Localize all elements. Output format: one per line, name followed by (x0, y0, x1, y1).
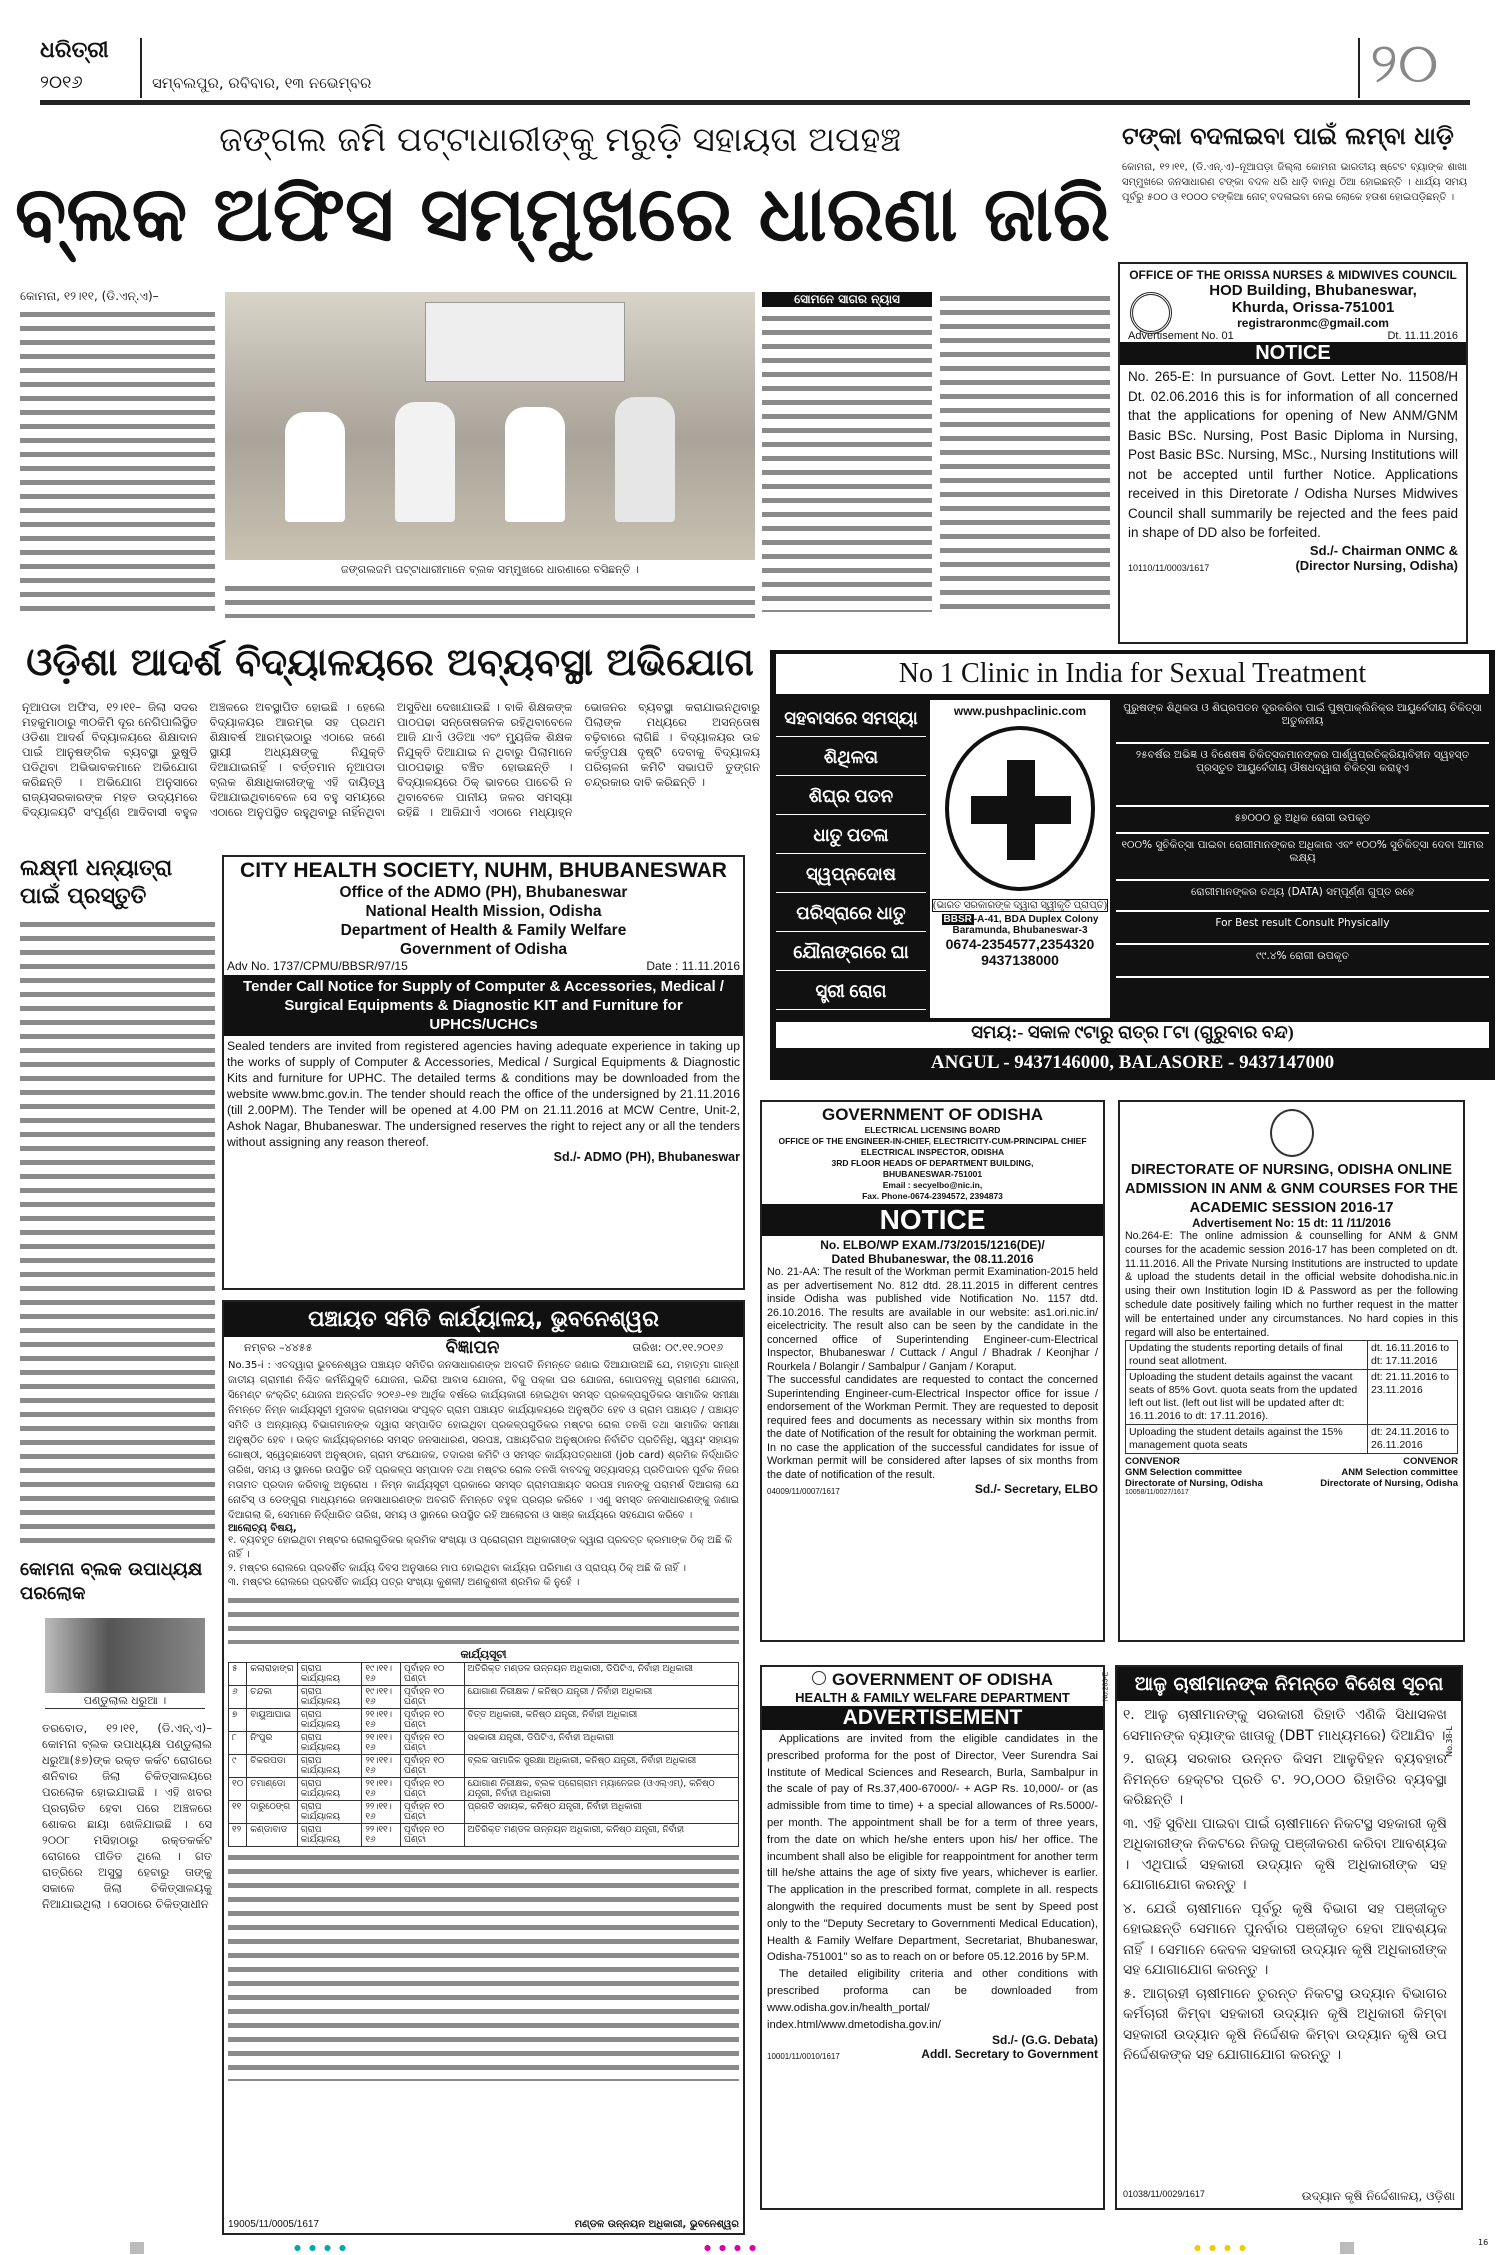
panchayat-schedule-heading: କାର୍ଯ୍ୟସୂଚୀ (460, 1648, 507, 1661)
potato-items (1117, 1701, 1461, 2066)
city-health-banner: Tender Call Notice for Supply of Computer & Accessories, Medical / Surgical Equipments & Diagnostic KIT and Furniture for UPHCS/UCHCs (224, 975, 743, 1036)
table-cell: ପୂର୍ବାହ୍ନ ୧୦ ଘଣ୍ଟା (401, 1709, 465, 1732)
obituary-photo (45, 1618, 205, 1693)
table-cell: ଗ୍ରାପ କାର୍ଯ୍ୟାଳୟ (297, 1824, 362, 1847)
table-cell: ଗ୍ରାପ କାର୍ଯ୍ୟାଳୟ (297, 1755, 362, 1778)
city-health-office-line: Department of Health & Family Welfare (340, 922, 627, 939)
city-health-body: Sealed tenders are invited from registered agencies having adequate experience in taking up the works of supply of Computer & Accessories, Medical / Surgical Equipments & Diagnostic Kits and furniture for UPHC. The detailed terms & conditions may be downloaded from the website www.bmc.gov.in. The tender should reach the office of the undersigned by 21.11.2016 (till 2.00PM). The Tender will be opened at 4.00 PM on 21.11.2016 at MCW Centre, Unit-2, Ashok Nagar, Bhubaneswar. The undersigned reserves the right to reject any or all the tenders without assigning any reason thereof. (227, 1039, 740, 1149)
city-health-sign: Sd./- ADMO (PH), Bhubaneswar (553, 1150, 740, 1164)
middle-story (762, 292, 1110, 618)
city-health-office-line: National Health Mission, Odisha (365, 903, 602, 920)
table-cell: ନିଂପୁର (247, 1732, 297, 1755)
potato-item: ୩. ଏହି ସୁବିଧା ପାଇବା ପାଇଁ ଚାଷୀମାନେ ନିକଟସ୍ଥ ସହକାରୀ କୃଷି ଅଧିକାରୀଙ୍କ ନିକଟରେ ନିଜକୁ ପଞ୍ଜୀକରଣ କରିବା ଆବଶ୍ୟକ । ଏଥିପାଇଁ ସହକାରୀ ଉଦ୍ୟାନ କୃଷି ଅଧିକାରୀଙ୍କ ସହ ଯୋଗାଯୋଗ କରନ୍ତୁ । (1123, 1815, 1447, 1893)
table-cell: Updating the students reporting details of final round seat allotment. (1126, 1341, 1368, 1370)
clinic-left-list (776, 700, 926, 1012)
ad-code: 10001/11/0010/1617 (767, 2052, 840, 2062)
potato-item: ୧. ଆଳୁ ଚାଷୀମାନଙ୍କୁ ସରକାରୀ ରିହାତି ଏଣିକି ସିଧାସଳଖ ସେମାନଙ୍କ ବ୍ୟାଙ୍କ ଖାତାକୁ (DBT ମାଧ୍ୟମରେ) ଦିଆଯିବ । (1123, 1707, 1447, 1744)
table-cell: ଯୋଗାଣ ନିରୀକ୍ଷକ / କନିଷ୍ଠ ଯନ୍ତ୍ରୀ / ନିର୍ବାହୀ ଅଧିକାରୀ (464, 1686, 738, 1709)
hfw-title: GOVERNMENT OF ODISHA (831, 1670, 1053, 1689)
table-cell: ୭ (229, 1709, 247, 1732)
panchayat-subtitle: ବିଜ୍ଞାପନ (445, 1337, 500, 1358)
table-cell: ଗ୍ରାପ କାର୍ଯ୍ୟାଳୟ (297, 1732, 362, 1755)
logo-year: ୨୦୧୬ (40, 72, 83, 93)
elbo-office-line: Fax. Phone-0674-2394572, 2394873 (862, 1191, 1003, 1201)
table-row (229, 1778, 739, 1801)
clinic-phone: 9437138000 (981, 952, 1059, 968)
panchayat-topic: ୨. ମଷ୍ଟର ରୋଲରେ ପ୍ରଦର୍ଶିତ କାର୍ଯ୍ୟ ଦିବସ ଅନୁସାରେ ମାପ ହୋଇଥିବା କାର୍ଯ୍ୟର ପରିମାଣ ଓ ପ୍ରାପ୍ୟ ଠିକ୍ ଅଛି କି ନାହିଁ । (228, 1563, 687, 1574)
table-cell: ୯ (229, 1755, 247, 1778)
clinic-feature: For Best result Consult Physically (1116, 915, 1489, 945)
middle-story-subhead: ସୋମନେ ସାଗର ନ୍ୟାସ (762, 292, 932, 307)
clinic-bbsr-label: BBSR (943, 914, 972, 925)
table-cell: ଯୋଗାଣ ନିରୀକ୍ଷକ, ବ୍ଲକ ପ୍ରୋଗ୍ରାମ ମ୍ୟାନେଜର (ଓଏଲ୍‌ଏମ୍), କନିଷ୍ଠ ଯନ୍ତ୍ରୀ, ନିର୍ବାହୀ ଅଧିକାରୀ (464, 1778, 738, 1801)
anm-convenor (1320, 1456, 1458, 1489)
table-row (1126, 1341, 1458, 1370)
onmc-address: HOD Building, Bhubaneswar, (1209, 282, 1417, 299)
table-cell: ୨୨।୧୧।୧୬ (362, 1801, 401, 1824)
clinic-website[interactable]: www.pushpaclinic.com (953, 704, 1087, 718)
table-cell: ୨୧।୧୧।୧୬ (362, 1732, 401, 1755)
table-cell: ଗ୍ରାପ କାର୍ଯ୍ୟାଳୟ (297, 1686, 362, 1709)
potato-farmers-notice (1115, 1665, 1463, 2210)
table-cell: ପୂର୍ବାହ୍ନ ୧୦ ଘଣ୍ଟା (401, 1801, 465, 1824)
adarsha-headline: ଓଡ଼ିଶା ଆଦର୍ଶ ବିଦ୍ୟାଳୟରେ ଅବ୍ୟବସ୍ଥା ଅଭିଯୋଗ (26, 640, 754, 684)
clinic-feature: ୧୦୦% ସୁଚିକିତ୍ସା ପାଇବା ରୋଗୀମାନଙ୍କର ଅଧିକାର ଏବଂ ୧୦୦% ସୁଚିକିତ୍ସା ଦେବା ଆମର ଲକ୍ଷ୍ୟ (1116, 837, 1489, 881)
clinic-feature: ରୋଗୀମାନଙ୍କର ତଥ୍ୟ (DATA) ସମ୍ପୂର୍ଣ୍ଣ ଗୁପ୍ତ ରହେ (1116, 884, 1489, 912)
ad-code: 04009/11/0007/1617 (767, 1487, 840, 1496)
ad-code: 10058/11/0027/1617 (1125, 1489, 1189, 1497)
table-cell: ଗ୍ରାପ କାର୍ଯ୍ୟାଳୟ (297, 1663, 362, 1686)
elbo-body: The successful candidates are requested to contact the concerned Superintending Engineer-cum-Electrical Inspector office for issue / endorsement of the Workman Permit. They are requested to deposit required fees and documents as necessary within six months from the date of Notification of the result for obtaining the workman permit. (767, 1374, 1098, 1440)
table-cell: ୮ (229, 1732, 247, 1755)
hfw-advertisement (760, 1665, 1110, 2210)
table-cell: ୧୨ (229, 1824, 247, 1847)
onmc-notice (1118, 262, 1468, 644)
masthead (40, 31, 1470, 100)
masthead-rule (40, 100, 1470, 105)
table-cell: ଗ୍ରାପ କାର୍ଯ୍ୟାଳୟ (297, 1709, 362, 1732)
print-registration-marks (0, 2238, 1500, 2255)
convenor-line: CONVENOR (1403, 1456, 1458, 1468)
table-row (229, 1663, 739, 1686)
city-health-adv-no: Adv No. 1737/CPMU/BBSR/97/15 (227, 959, 408, 973)
hfw-banner: ADVERTISEMENT (762, 1706, 1103, 1730)
clinic-symptom: ପରିସ୍ରାରେ ଧାତୁ (776, 895, 926, 932)
convenor-line: CONVENOR (1125, 1456, 1180, 1468)
elbo-banner: NOTICE (762, 1204, 1103, 1236)
clinic-symptom: ସ୍ୱପ୍ନଦୋଷ (776, 856, 926, 893)
lead-body-col2 (225, 582, 755, 618)
onmc-banner: NOTICE (1120, 342, 1466, 365)
panchayat-topic: ୩. ମଷ୍ଟର ରୋଲରେ ପ୍ରଦର୍ଶିତ କାର୍ଯ୍ୟ ପତ୍ର ସଂଖ୍ୟା କୁଶଳୀ/ ଅଣକୁଶଳୀ ଶ୍ରମିକ କି ନୁହେଁ । (228, 1577, 580, 1588)
nursing-body: No.264-E: The online admission & counselling for ANM & GNM courses for the academic session 2016-17 has been completed on dt. 11.11.2016. All the Private Nursing Institutions are instructed to update & upload the students detail in the official website dohodisha.nic.in using their own Institution login ID & Password as per the following schedule date positively failing which no further request in the matter will be entertained under any circumstances. No hard copies in this regard will also be entertained. (1125, 1230, 1458, 1339)
table-cell: ଅତିରିକ୍ତ ମଣ୍ଡଳ ଉନ୍ନୟନ ଅଧିକାରୀ, ଡିପିଟିଏ, ନିର୍ବାହୀ ଅଧିକାରୀ (464, 1663, 738, 1686)
lakshmi-headline: ଲକ୍ଷ୍ମୀ ଧନ୍ୟାତ୍ରା ପାଇଁ ପ୍ରସ୍ତୁତି (20, 856, 173, 909)
gnm-convenor (1125, 1456, 1263, 1489)
lead-photo (225, 292, 755, 560)
adarsha-body: ନୂଆପଡା ଅଫିସ, ୧୨।୧୧– ଜିଲା ସଦର ମହକୁମାଠାରୁ ୩୦କିମି ଦୂର ନେଗିପାଲିସ୍ଥିତ ଓଡିଶା ଆଦର୍ଶ ବିଦ୍ୟାଳୟରେ ଶିକ୍ଷାଦାନ ପାଇଁ ଆନୁଷଙ୍ଗିକ ବ୍ୟବସ୍ଥା ଭୁଷୁଡି ପଡିଥିବା ଅଭିଭାବକମାନେ ଅଭିଯୋଗ କରିଛନ୍ତି । ଅଭିଯୋଗ ଅନୁସାରେ ରାଜ୍ୟସରକାରଙ୍କ ମହତ ଉଦ୍ୟମରେ ବିଦ୍ୟାଳୟଟି ସଂପୂର୍ଣ୍ଣ ଆଦିବାସୀ ବହୁଳ ଅଞ୍ଚଳରେ ଅବସ୍ଥାପିତ ହୋଇଛି । ହେଲେ ବିଦ୍ୟାଳୟର ଆରମ୍ଭ ସହ ପ୍ରଥମ ଶିକ୍ଷାବର୍ଷ ଆରମ୍ଭଠାରୁ ଏଠାରେ ଜଣେ ସ୍ଥାୟୀ ଅଧ୍ୟକ୍ଷଙ୍କୁ ନିଯୁକ୍ତି ଦିଆଯାଇନାହିଁ । ବର୍ତ୍ତମାନ ନୂଆପଡା ବ୍ଲକ ଶିକ୍ଷାଧିକାରୀଙ୍କୁ ଏହି ଦାୟିତ୍ୱ ଦିଆଯାଇଥିବାବେଳେ ସେ ବହୁ ସମୟରେ ଏଠାରେ ଅନୁପସ୍ଥିତ ରହୁଥିବାରୁ ନାହିଁନଥିବା ଅସୁବିଧା ଦେଖାଯାଉଛି । ବାକି ଶିକ୍ଷକଙ୍କ ପାଠପଢା ସନ୍ତୋଷଜନକ ରହିଥିବାବେଳେ ଆଜି ଯାଏଁ ଓଡିଆ ଏବଂ ମ୍ୟୁଜିକ ଶିକ୍ଷକ ନିଯୁକ୍ତି ଦିଆଯାଇ ନ ଥିବାରୁ ପିଲାମାନେ ପାଠପଢାରୁ ବଞ୍ଚିତ ହୋଇଛନ୍ତି । ବିଦ୍ୟାଳୟରେ ଠିକ୍ ଭାବରେ ପାଚେରି ନ ଥିବାବେଳେ ପାନୀୟ ଜଳର ସମସ୍ୟା ରହିଛି । ଆଜିଯାଏଁ ଏଠାରେ ମଧ୍ୟାହ୍ନ ଭୋଜନର ବ୍ୟବସ୍ଥା କରାଯାଇନଥିବାରୁ ପିଲାଙ୍କ ମଧ୍ୟରେ ଅସନ୍ତୋଷ ବଢ଼ିବାରେ ଲାଗିଛି । ବିଦ୍ୟାଳୟର ଉଚ୍ଚ କର୍ତ୍ତୃପକ୍ଷ ଦୃଷ୍ଟି ଦେବାକୁ ବିଦ୍ୟାଳୟ ପରିଚାଳନା କମିଟି ସଭାପତି ତୁଙ୍ଗନ ଚନ୍ଦ୍ରକାର ଦାବି କରିଛନ୍ତି । (22, 700, 760, 819)
side-story-headline: ଟଙ୍କା ବଦଳାଇବା ପାଇଁ ଲମ୍ବା ଧାଡ଼ି (1122, 122, 1454, 150)
elbo-ref: Dated Bhubaneswar, the 08.11.2016 (831, 1252, 1034, 1266)
panchayat-sign: ମଣ୍ଡଳ ଉନ୍ନୟନ ଅଧିକାରୀ, ଭୁବନେଶ୍ୱର (574, 2219, 739, 2230)
table-cell: ଗ୍ରାପ କାର୍ଯ୍ୟାଳୟ (297, 1801, 362, 1824)
city-health-office-lines (227, 883, 740, 959)
lead-headline-frame (15, 168, 1110, 264)
side-story-body: କୋମନା, ୧୨।୧୧, (ଡି.ଏନ୍.ଏ)–ନୂଆପଡ଼ା ଜିଲ୍ଲା କୋମନା ଭାରତୀୟ ଷ୍ଟେଟ ବ୍ୟାଙ୍କ ଶାଖା ସମ୍ମୁଖରେ ଜନସାଧାରଣ ଟଙ୍କା ବଦଳ ଧରି ଧାଡ଼ି ବାନ୍ଧି ଠିଆ ହୋଇଛନ୍ତି । ଧାର୍ଯ୍ୟ ସମୟ ପୂର୍ବରୁ ୫୦୦ ଓ ୧୦୦୦ ଟଙ୍କିଆ ନୋଟ୍ ବଦଳାଇବା ନେଇ ଲୋକେ ହତାଶ ହୋଇପଡ଼ିଛନ୍ତି । (1122, 162, 1467, 203)
table-cell: dt. 16.11.2016 to dt: 17.11.2016 (1368, 1341, 1458, 1370)
odisha-emblem-icon (1270, 1109, 1314, 1157)
panchayat-schedule-table (228, 1662, 739, 1847)
ad-code: 10110/11/0003/1617 (1128, 562, 1210, 573)
elbo-office-line: Email : secyelbo@nic.in, (882, 1180, 983, 1190)
table-cell: ଦାରୁଠେଙ୍ଗ (247, 1801, 297, 1824)
elbo-body: In no case the application of the successful candidates for issue of Workman permit will be considered after lapses of six months from the date of notification of the result. (767, 1441, 1098, 1481)
onmc-body: No. 265-E: In pursuance of Govt. Letter No. 11508/H Dt. 02.06.2016 this is for information of all concerned that the applications for opening of New ANM/GNM Basic BSc. Nursing, Post Basic Diploma in Nursing, Post Basic BSc. Nursing, MSc., Nursing Institutions will not be accepted until further Notice. Applications received in this Diretorate / Odisha Nurses Midwives Council shall summarily be rejected and the fees paid in shape of DD also be forfeited. (1128, 369, 1458, 540)
table-row (229, 1686, 739, 1709)
folio-number: 16 (1478, 2238, 1489, 2247)
elbo-body: No. 21-AA: The result of the Workman permit Examination-2015 held as per advertisement No. 812 dtd. 28.11.2015 in different centres inside Odisha was published vide Notification No. 1157 dtd. 26.10.2016. The results are available in our website: as1.ori.nic.in/ eicelectricity. The result also can be seen by the candidate in the concerned office of Superintending Engineer-cum-Electrical Inspector, Bhubaneswar / Cuttack / Angul / Bhadrak / Keonjhar / Rourkela / Bolangir / Sambalpur / Ganjam / Koraput. (767, 1266, 1098, 1373)
lakshmi-body (20, 918, 215, 1550)
table-cell: ଚିକରପଡା (247, 1755, 297, 1778)
lead-kicker: ଜଙ୍ଗଲ ଜମି ପଟ୍ଟାଧାରୀଙ୍କୁ ମରୁଡ଼ି ସହାୟତା ଅପହଞ୍ଚ (219, 120, 901, 160)
onmc-sign: (Director Nursing, Odisha) (1295, 557, 1458, 573)
potato-title: ଆଳୁ ଚାଷୀମାନଙ୍କ ନିମନ୍ତେ ବିଶେଷ ସୂଚନା (1117, 1667, 1461, 1701)
clinic-symptom: ଶିଘ୍ର ପତନ (776, 778, 926, 815)
clinic-center (930, 700, 1110, 1018)
panchayat-topic: ୧. ବ୍ୟବହୃତ ହୋଇଥିବା ମଷ୍ଟର ରୋଲଗୁଡିକର କ୍ରମିକ ସଂଖ୍ୟା ଓ ପ୍ରୋଗ୍ରାମ ଅଧିକାରୀଙ୍କ ଦ୍ୱାରା ପ୍ରଦତ୍ତ କ୍ରମାଙ୍କ ଠିକ୍ ଅଛି କି ନାହିଁ । (228, 1535, 733, 1560)
elbo-office-line: ELECTRICAL LICENSING BOARD (864, 1125, 1001, 1135)
newspaper-logo: ଧରିତ୍ରୀ (40, 38, 109, 63)
table-cell: ୧୯।୧୧।୧୬ (362, 1663, 401, 1686)
table-cell: ତମାଣ୍ଡୋ (247, 1778, 297, 1801)
ad-code: 01038/11/0029/1617 (1123, 2189, 1205, 2199)
table-cell: ୨୧।୧୧।୧୬ (362, 1755, 401, 1778)
clinic-recognition: (ଭାରତ ସରକାରଙ୍କ ଦ୍ୱାରା ସ୍ୱୀକୃତି ପ୍ରାପ୍ତ) (933, 900, 1108, 911)
table-cell: ୨୧।୧୧।୧୬ (362, 1709, 401, 1732)
clinic-phone: 0674-2354577,2354320 (945, 936, 1095, 952)
hfw-dept: HEALTH & FAMILY WELFARE DEPARTMENT (795, 1690, 1070, 1705)
table-cell: dt: 24.11.2016 to 26.11.2016 (1368, 1425, 1458, 1454)
table-cell: ବ୍ଲକ ସାମାଜିକ ସୁରକ୍ଷା ଅଧିକାରୀ, କନିଷ୍ଠ ଯନ୍ତ୍ରୀ, ନିର୍ବାହୀ ଅଧିକାରୀ (464, 1755, 738, 1778)
clinic-symptom: ସ୍ତ୍ରୀ ରୋଗ (776, 973, 926, 1010)
clinic-feature: ୯୯.୪% ରୋଗୀ ଉପକୃତ (1116, 948, 1489, 978)
elbo-office-lines (767, 1125, 1098, 1202)
table-cell: ପ୍ରଗତି ସହାୟକ, କନିଷ୍ଠ ଯନ୍ତ୍ରୀ, ନିର୍ବାହୀ ଅଧିକାରୀ (464, 1801, 738, 1824)
table-cell: ଗ୍ରାପ କାର୍ଯ୍ୟାଳୟ (297, 1778, 362, 1801)
table-cell: ୧୧ (229, 1801, 247, 1824)
obituary-headline: କୋମନା ବ୍ଲକ ଉପାଧ୍ୟକ୍ଷ ପରଲୋକ (20, 1559, 203, 1604)
hfw-body: The detailed eligibility criteria and other conditions with prescribed proforma can be downloaded from www.odisha.gov.in/health_portal/ index.html/www.dmetodisha.gov.in/ (767, 1968, 1098, 2031)
table-row (229, 1801, 739, 1824)
table-cell: Uploading the student details against the 15% management quota seats (1126, 1425, 1368, 1454)
lead-photo-caption: ଜଙ୍ଗଲଜମି ପଟ୍ଟାଧାରୀମାନେ ବ୍ଲକ ସମ୍ମୁଖରେ ଧାରଣାରେ ବସିଛନ୍ତି । (341, 563, 639, 576)
table-cell: ପୂର୍ବାହ୍ନ ୧୦ ଘଣ୍ଟା (401, 1824, 465, 1847)
elbo-sign: Sd./- Secretary, ELBO (974, 1482, 1098, 1496)
table-cell: ଚନ୍ଦକା (247, 1686, 297, 1709)
hfw-sign: Addl. Secretary to Government (921, 2047, 1098, 2062)
nursing-title: DIRECTORATE OF NURSING, ODISHA ONLINE ADMISSION IN ANM & GNM COURSES FOR THE ACADEMIC SESSION 2016-17 (1125, 1162, 1458, 1216)
nursing-schedule-table (1125, 1340, 1458, 1454)
hfw-sign: Sd./- (G.G. Debata) (991, 2033, 1098, 2048)
lead-headline: ବ୍ଲକ ଅଫିସ ସମ୍ମୁଖରେ ଧାରଣା ଜାରି (15, 169, 1110, 258)
clinic-address: Baramunda, Bhubaneswar-3 (952, 925, 1088, 936)
table-cell: ପୂର୍ବାହ୍ନ ୧୦ ଘଣ୍ଟା (401, 1778, 465, 1801)
table-row (229, 1732, 739, 1755)
onmc-sign: Sd./- Chairman ONMC & (1309, 542, 1458, 558)
city-health-office-line: Office of the ADMO (PH), Bhubaneswar (339, 884, 628, 901)
lead-dateline: କୋମନା, ୧୨।୧୧, (ଡି.ଏନ୍.ଏ)– (20, 289, 159, 303)
table-cell: ଅତିରିକ୍ତ ମଣ୍ଡଳ ଉନ୍ନୟନ ଅଧିକାରୀ, କନିଷ୍ଠ ଯନ୍ତ୍ରୀ, ନିର୍ବାହୀ (464, 1824, 738, 1847)
panchayat-title: ପଞ୍ଚାୟତ ସମିତି କାର୍ଯ୍ୟାଳୟ, ଭୁବନେଶ୍ୱର (224, 1302, 743, 1337)
potato-sign: ଉଦ୍ୟାନ କୃଷି ନିର୍ଦ୍ଦେଶାଳୟ, ଓଡ଼ିଶା (1301, 2189, 1455, 2203)
clinic-feature: ପୁରୁଷଙ୍କ ଶିଥିଳତା ଓ ଶିଘ୍ରପତନ ଦୂରକରିବା ପାଇଁ ପୁଷ୍ପାକ୍ଲିନିକ୍‌ର ଆୟୁର୍ବେଦୀୟ ଚିକିତ୍ସା ଅତୁଳନୀୟ (1116, 700, 1489, 744)
table-cell: ପୂର୍ବାହ୍ନ ୧୦ ଘଣ୍ଟା (401, 1663, 465, 1686)
table-cell: ୫ (229, 1663, 247, 1686)
dateline: ସମ୍ବଲପୁର, ରବିବାର, ୧୩ ନଭେମ୍ବର (152, 74, 372, 92)
onmc-date: Dt. 11.11.2016 (1387, 330, 1458, 342)
nursing-adv: Advertisement No: 15 dt: 11 /11/2016 (1192, 1218, 1391, 1230)
convenor-line: Directorate of Nursing, Odisha (1320, 1478, 1458, 1490)
panchayat-date: ତାରିଖ: ୦୯.୧୧.୨୦୧୬ (632, 1340, 723, 1354)
elbo-office-line: 3RD FLOOR HEADS OF DEPARTMENT BUILDING, (831, 1158, 1034, 1168)
clinic-symptom: ଯୌନାଙ୍ଗରେ ଘା (776, 934, 926, 971)
table-cell: ପୂର୍ବାହ୍ନ ୧୦ ଘଣ୍ଟା (401, 1732, 465, 1755)
clinic-address: -A-41, BDA Duplex Colony (973, 914, 1099, 925)
panchayat-topics (224, 1534, 743, 1590)
table-cell: ୧୯।୧୧।୧୬ (362, 1686, 401, 1709)
table-cell: କଣ୍ଡାବାଡ (247, 1824, 297, 1847)
hfw-number: No.263-E (1102, 1671, 1110, 1702)
obituary-body: ତରବୋଡ, ୧୨।୧୧, (ଡି.ଏନ୍.ଏ)– କୋମନା ବ୍ଲକ ଉପାଧ୍ୟକ୍ଷ ପଣ୍ଡୁଲାଲ ଧରୁଆ(୫୭)ଙ୍କ ରକ୍ତ କର୍କଟ ରୋଗରେ ଶନିବାର ଜିଲା ଚିକିତ୍ସାଳୟରେ ପରଲୋକ ହୋଇଯାଇଛି । ଏହି ଖବର ପ୍ରଚାରିତ ହେବା ପରେ ଅଞ୍ଚଳରେ ଶୋକର ଛାୟା ଖେଳିଯାଇଛି । ସେ ୨୦୦୮ ମସିହାଠାରୁ ରକ୍ତକର୍କଟ ରୋଗରେ ପୀଡିତ ଥିଲେ । ଗତ ରାତ୍ରିରେ ଅସୁସ୍ଥ ହେବାରୁ ତାଙ୍କୁ ସକାଳେ ଜିଲା ଚିକିତ୍ସାଳୟକୁ ନିଆଯାଇଥିଲା । ସେଠାରେ ଚିକିତ୍ସାଧୀନ (42, 1721, 212, 1911)
clinic-feature: ୫୭୦୦୦ ରୁ ଅଧିକ ରୋଗୀ ଉପକୃତ (1116, 810, 1489, 834)
table-cell: ୬ (229, 1686, 247, 1709)
city-health-date: Date : 11.11.2016 (646, 959, 740, 973)
clinic-title: No 1 Clinic in India for Sexual Treatment (776, 654, 1489, 694)
table-cell: ପୂର୍ବାହ୍ନ ୧୦ ଘଣ୍ଟା (401, 1755, 465, 1778)
clinic-branches: ANGUL - 9437146000, BALASORE - 9437147000 (930, 1052, 1335, 1073)
table-row (1126, 1425, 1458, 1454)
table-cell: ୨୨।୧୧।୧୬ (362, 1824, 401, 1847)
nursing-admission-notice (1118, 1100, 1465, 1642)
table-cell: dt: 21.11.2016 to 23.11.2016 (1368, 1370, 1458, 1425)
onmc-adv-no: Advertisement No. 01 (1128, 330, 1234, 342)
clinic-ad (770, 650, 1495, 1080)
ad-code: 19005/11/0005/1617 (228, 2219, 320, 2230)
convenor-line: ANM Selection committee (1341, 1467, 1458, 1479)
onmc-seal-icon (1130, 292, 1172, 334)
clinic-symptom: ଶିଥିଳତା (776, 739, 926, 776)
table-cell: ବାୟୁଆଘାଇ (247, 1709, 297, 1732)
panchayat-number: ନମ୍ବର –୪୪୫୫ (244, 1340, 313, 1354)
table-cell: ସହକାରୀ ଯନ୍ତ୍ରୀ, ଡିପିଟିଏ, ନିର୍ବାହୀ ଅଧିକାରୀ (464, 1732, 738, 1755)
city-health-office-line: Government of Odisha (399, 941, 568, 958)
elbo-office-line: OFFICE OF THE ENGINEER-IN-CHIEF, ELECTRICITY-CUM-PRINCIPAL CHIEF ELECTRICAL INSPECTOR, ODISHA (778, 1136, 1087, 1157)
elbo-office-line: BHUBANESWAR-751001 (882, 1169, 983, 1179)
city-health-title: CITY HEALTH SOCIETY, NUHM, BHUBANESWAR (240, 859, 727, 882)
table-cell: କଲାରାହାଙ୍ଗ (247, 1663, 297, 1686)
panchayat-topics-heading: ଆଲୋଚ୍ୟ ବିଷୟ, (228, 1523, 297, 1534)
table-row (229, 1755, 739, 1778)
panchayat-body: No.35-i : ଏତଦ୍ୱାରା ଭୁବନେଶ୍ୱର ପଞ୍ଚାୟତ ସମିତିର ଜନସାଧାରଣଙ୍କ ଅବଗତି ନିମନ୍ତେ ଜଣାଇ ଦିଆଯାଉଅଛି ଯେ, ମହାତ୍ମା ଗାନ୍ଧୀ ଜାତୀୟ ଗ୍ରାମୀଣ ନିଶ୍ଚିତ କର୍ମନିଯୁକ୍ତି ଯୋଜନା, ଇନ୍ଦିରା ଆବାସ ଯୋଜନା, ବିଜୁ ପକ୍କା ଘର ଯୋଜନା, ଗୋପବନ୍ଧୁ ଗ୍ରାମୀଣ ଯୋଜନା, ସିମେଣ୍ଟ କଂକ୍ରିଟ୍ ଯୋଜନା ଅନ୍ତର୍ଗତ ୨୦୧୬–୧୭ ଆର୍ଥିକ ବର୍ଷରେ କାର୍ଯ୍ୟକାରୀ ହୋଇଥିବା ସମସ୍ତ ପ୍ରକଳ୍ପଗୁଡିକର ସାମାଜିକ ସମୀକ୍ଷା ନିମନ୍ତେ ନିମ୍ନ କାର୍ଯ୍ୟସୂଚୀ ମୁତାବକ ଗ୍ରାମସଭା ସଂପୃକ୍ତ ଗ୍ରାମ ପଞ୍ଚାୟତ କାର୍ଯ୍ୟାଳୟରେ ଅନୁଷ୍ଠିତ ହେବ ଓ ଗ୍ରାମ ପଞ୍ଚାୟତ / ପଞ୍ଚାୟତ ସମିତି ଓ ଅନ୍ୟାନ୍ୟ ବିଭାଗମାନଙ୍କ ଦ୍ୱାରା ସମ୍ପାଦିତ ହୋଇଥିବା ପ୍ରକଳ୍ପଗୁଡିକର ମଷ୍ଟର ରୋଲ ତନଖି ତଥା ସାମାଜିକ ସମୀକ୍ଷା ଅନୁଷ୍ଠିତ ହେବ । ଉକ୍ତ କାର୍ଯ୍ୟକ୍ରମରେ ସମସ୍ତ ଜନସାଧାରଣ, ସରପଞ୍ଚ, ପଞ୍ଚାୟତିରାଜ ଅନୁଷ୍ଠାନର ନିର୍ବାଚିତ ପ୍ରତିନିଧି, ସ୍ୱୟଂ ସହାୟକ ଗୋଷ୍ଠୀ, ସ୍ୱେଚ୍ଛାସେବୀ ଅନୁଷ୍ଠାନ, ଗ୍ରାମ ସଂଯୋଜକ, ତଦାରଖ କମିଟି ଓ ସମସ୍ତ କାର୍ଯ୍ୟପତ୍ରଧାରୀ (job card) ଶ୍ରମିକ ନିର୍ଦ୍ଧାରିତ ତାରିଖ, ସମୟ ଓ ସ୍ଥାନରେ ଉପସ୍ଥିତ ରହି ପ୍ରକଳ୍ପ ସମ୍ପାଦନ ତଥା ମଷ୍ଟର ରୋଲ ତନଖି ବାବଦକୁ ସତ୍ୟାସତ୍ୟ ପ୍ରତିପାଦନ ପୂର୍ବକ ନିଜର ମତାମତ ପ୍ରଦାନ କରିବାକୁ ଅନୁରୋଧ । ନିମ୍ନ କାର୍ଯ୍ୟସୂଚୀ ପ୍ରକାରେ ସମସ୍ତ ଗ୍ରାମପଞ୍ଚାୟତ ସରପଞ୍ଚ ମାନଙ୍କୁ ପରାମର୍ଶ ଦିଆଗଲା ଯେ ନୋଟିସ୍ ଓ ଡେଙ୍ଗୁରା ମାଧ୍ୟମରେ ଜନସାଧାରଣଙ୍କ ଅବଗତି ନିମନ୍ତେ ବହୁଳ ପ୍ରଚାର କରିବେ । ଏଣୁ ସମସ୍ତ ଜନସାଧାରଣଙ୍କୁ ଜଣାଇ ଦିଆଗଲା କି, ସେମାନେ ନିର୍ଦ୍ଧାରିତ ତାରିଖ, ସମୟ ଓ ସ୍ଥାନରେ ଉପସ୍ଥିତ ରହି ଆଲୋଚନା ଓ ସାଞ୍ଜ କାର୍ଯ୍ୟରେ ସହଯୋଗ କରିବେ । (228, 1360, 739, 1521)
table-cell: ୨୧।୧୧।୧୬ (362, 1778, 401, 1801)
onmc-email: registraronmc@gmail.com (1237, 316, 1389, 330)
table-row (1126, 1370, 1458, 1425)
elbo-notice (760, 1100, 1105, 1642)
table-cell: ବିତ୍ତ ଅଧିକାରୀ, କନିଷ୍ଠ ଯନ୍ତ୍ରୀ, ନିର୍ବାହୀ ଅଧିକାରୀ (464, 1709, 738, 1732)
potato-item: ୨. ରାଜ୍ୟ ସରକାର ଉନ୍ନତ କିସମ ଆଳୁବିହନ ବ୍ୟବହାର ନିମନ୍ତେ ହେକ୍ଟର ପ୍ରତି ଟ. ୨୦,୦୦୦ ରିହାତିର ବ୍ୟବସ୍ଥା କରିଛନ୍ତି । (1123, 1751, 1447, 1808)
page-number: ୨୦ (1370, 31, 1439, 96)
convenor-line: Directorate of Nursing, Odisha (1125, 1478, 1263, 1490)
convenor-line: GNM Selection committee (1125, 1467, 1243, 1479)
clinic-symptom: ଧାତୁ ପତଳା (776, 817, 926, 854)
clinic-seal-logo (945, 726, 1095, 891)
onmc-title: OFFICE OF THE ORISSA NURSES & MIDWIVES COUNCIL (1129, 268, 1457, 282)
odisha-emblem-icon (812, 1671, 826, 1685)
table-cell: Uploading the student details against the vacant seats of 85% Govt. quota seats from the updated left out list. (left out list will be updated after dt: 16.11.2016 to dt: 17.11.2016). (1126, 1370, 1368, 1425)
potato-number: No.38-L (1445, 1726, 1455, 1757)
clinic-timing: ସମୟ:- ସକାଳ ୯ଟାରୁ ରାତ୍ର ୮ଟା (ଗୁରୁବାର ବନ୍ଦ) (776, 1022, 1489, 1048)
obituary-photo-caption: ପଣ୍ଡୁଲାଲ ଧରୁଆ । (45, 1694, 205, 1709)
hfw-body: Applications are invited from the eligible candidates in the prescribed proforma for the post of Director, Veer Surendra Sai Institute of Medical Sciences and Research, Burla, Sambalpur in the scale of pay of Rs.37,400-67000/- + AGP Rs. 10,000/- or (as admissible from time to time) + a special allowances of Rs.5000/- per month. The appointment shall be for a term of three years, from the date on which he/she enters upon his/ her office. The incumbent shall also be eligible for reappointment for another term till he/she attains the age of sixty five years, whichever is earlier. The application in the prescribed format, complete in all. respects alongwith the required documents must be sent by Speed post only to the "Deputy Secretary to Governmenti Medical Education), Health & Family Welfare Department, Secretariat, Bhubaneswar, Odisha-751001" so as to reach on or before 05.12.2016 by 5P.M. (767, 1733, 1098, 1964)
table-row (229, 1824, 739, 1847)
clinic-feature: ୨୫ବର୍ଷର ଅଭିଜ୍ଞ ଓ ବିଶେଷଜ୍ଞ ଚିକିତ୍ସକମାନଙ୍କର ପାର୍ଶ୍ୱପ୍ରତିକ୍ରିୟାବିହୀନ ସ୍ୱହସ୍ତ ପ୍ରସ୍ତୁତ ଆୟୁର୍ବେଦୀୟ ଔଷଧଦ୍ୱାରା ଚିକିତ୍ସା କରାହୁଏ (1116, 747, 1489, 807)
panchayat-advertisement (222, 1300, 745, 2235)
table-cell: ୧୦ (229, 1778, 247, 1801)
elbo-title: GOVERNMENT OF ODISHA (821, 1105, 1043, 1124)
city-health-tender (222, 855, 745, 1290)
table-cell: ପୂର୍ବାହ୍ନ ୧୦ ଘଣ୍ଟା (401, 1686, 465, 1709)
clinic-right-list (1116, 700, 1489, 981)
onmc-address: Khurda, Orissa-751001 (1231, 299, 1395, 316)
table-row (229, 1709, 739, 1732)
lead-body-col1 (20, 308, 215, 618)
potato-item: ୫. ଆଗ୍ରହୀ ଚାଷୀମାନେ ତୁରନ୍ତ ନିକଟସ୍ଥ ଉଦ୍ୟାନ ବିଭାଗର କର୍ମଚାରୀ କିମ୍ବା ସହକାରୀ ଉଦ୍ୟାନ କୃଷି ଅଧିକାରୀ କିମ୍ବା ସହକାରୀ ଉଦ୍ୟାନ କୃଷି ନିର୍ଦ୍ଦେଶକ କିମ୍ବା ଉଦ୍ୟାନ କୃଷି ଉପ ନିର୍ଦ୍ଦେଶକଙ୍କ ସହ ଯୋଗାଯୋଗ କରନ୍ତୁ । (1123, 1985, 1447, 2063)
elbo-ref: No. ELBO/WP EXAM./73/2015/1216(DE)/ (820, 1238, 1045, 1252)
clinic-symptom: ସହବାସରେ ସମସ୍ୟା (776, 700, 926, 737)
potato-item: ୪. ଯେଉଁ ଚାଷୀମାନେ ପୂର୍ବରୁ କୃଷି ବିଭାଗ ସହ ପଞ୍ଜୀକୃତ ହୋଇଛନ୍ତି ସେମାନେ ପୁନର୍ବାର ପଞ୍ଜୀକୃତ ହେବା ଆବଶ୍ୟକ ନାହିଁ । ସେମାନେ କେବଳ ସହକାରୀ ଉଦ୍ୟାନ କୃଷି ଅଧିକାରୀଙ୍କ ସହ ଯୋଗାଯୋଗ କରନ୍ତୁ । (1123, 1900, 1447, 1978)
